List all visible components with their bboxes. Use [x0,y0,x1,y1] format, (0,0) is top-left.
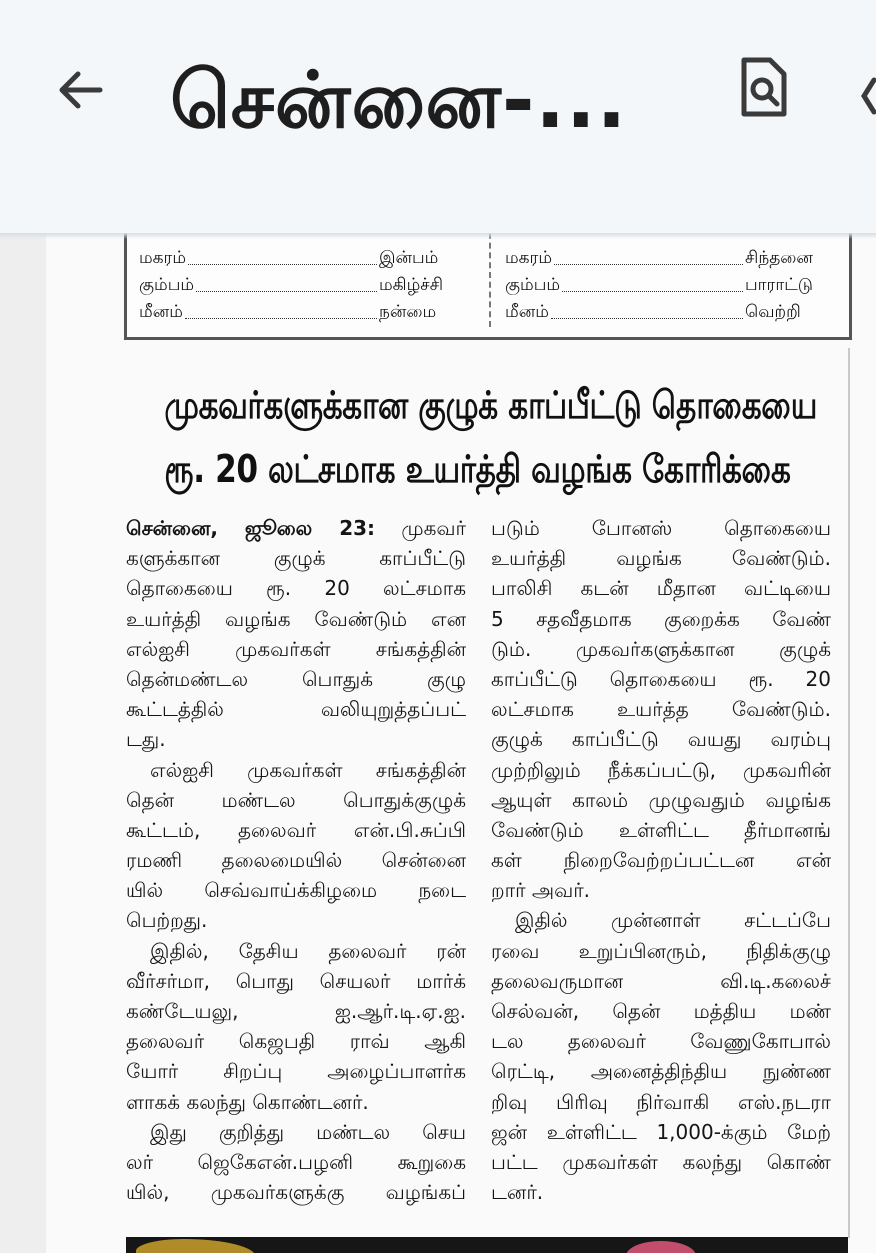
app-bar-shadow [0,233,876,239]
horoscope-box [124,223,852,340]
article-dateline: சென்னை, ஜூலை 23: [126,516,376,540]
article-line: ரமணி தலைமையில் சென்னை [126,848,466,873]
article-line: எல்ஐசி முகவர்கள் சங்கத்தின் [126,636,466,661]
article-line: ரெட்டி, அனைத்திந்திய நுண்ண [491,1059,831,1084]
article-line: டனர். [491,1180,544,1205]
more-icon[interactable] [860,76,876,116]
article-line: வேண்டும் உள்ளிட்ட தீர்மானங் [491,817,831,842]
headline-line-2: ரூ. 20 லட்சமாக உயர்த்தி வழங்க கோரிக்கை [164,447,791,491]
document-search-button[interactable] [734,52,794,122]
horoscope-sign: கும்பம் [505,275,561,295]
article-line: யில், முகவர்களுக்கு வழங்கப் [126,1180,466,1205]
horoscope-sign: மீனம் [505,302,549,322]
article-line: றார் அவர். [491,878,591,903]
newspaper-image [0,233,876,1253]
horoscope-value: பாராட்டு [745,275,813,295]
article-line: படும் போனஸ் தொகையை [491,516,831,540]
horoscope-row [139,270,459,297]
horoscope-row [505,270,825,297]
article-line: டல தலைவர் வேணுகோபால் [491,1029,831,1054]
article-line: சென்னை, ஜூலை 23: முகவர் [126,516,466,540]
article-line: தொகையை ரூ. 20 லட்சமாக [126,576,466,601]
horoscope-sign: மகரம் [139,248,187,268]
article-line: உயர்த்தி வழங்க வேண்டும். [491,546,831,571]
article-line: கூட்டம், தலைவர் என்.பி.சுப்பி [126,817,466,842]
article-line: யில் செவ்வாய்க்கிழமை நடை [126,878,466,903]
article-line: ரவை உறுப்பினரும், நிதிக்குழு [491,938,831,963]
column-rule [848,348,850,1238]
arrow-left-icon [56,68,104,112]
article-line: கள் நிறைவேற்றப்பட்டன என் [491,848,831,873]
article-line: இது குறித்து மண்டல செய [150,1119,466,1144]
horoscope-sign: மீனம் [139,302,183,322]
document-search-icon [739,56,789,118]
horoscope-sign: மகரம் [505,248,553,268]
article-line: லட்சமாக உயர்த்த வேண்டும். [491,697,831,722]
article-line: றிவு பிரிவு நிர்வாகி எஸ்.நடரா [491,1089,831,1114]
article-line: குழுக் காப்பீட்டு வயது வரம்பு [491,727,831,752]
horoscope-value: நன்மை [379,302,437,322]
page-title: சென்னை-... [170,56,628,146]
horoscope-sign: கும்பம் [139,275,195,295]
article-line: களுக்கான குழுக் காப்பீட்டு [126,546,466,571]
article-line: ஜன் உள்ளிட்ட 1,000-க்கும் மேற் [491,1119,831,1144]
horoscope-row [139,243,459,270]
article-line: தென்மண்டல பொதுக் குழு [126,666,466,691]
article-column-left [126,513,466,1207]
article-line: தலைவருமான வி.டி.கலைச் [491,968,831,993]
horoscope-value: இன்பம் [379,248,439,268]
horoscope-value: வெற்றி [745,302,801,322]
article-line: உயர்த்தி வழங்க வேண்டும் என [126,606,466,631]
article-line: காப்பீட்டு தொகையை ரூ. 20 [491,666,831,691]
article-headline [96,373,856,501]
article-line: முற்றிலும் நீக்கப்பட்டு, முகவரின் [491,757,831,782]
article-line: டது. [126,727,166,752]
horoscope-row [505,297,825,324]
article-line: டும். முகவர்களுக்கான குழுக் [491,636,831,661]
article-line: தென் மண்டல பொதுக்குழுக் [126,787,466,812]
article-line: லர் ஜெகேஎன்.பழனி கூறுகை [126,1149,466,1174]
horoscope-value: சிந்தனை [745,248,813,268]
article-line: ஆயுள் காலம் முழுவதும் வழங்க [491,787,831,812]
article-line: செல்வன், தென் மத்திய மண் [491,999,831,1023]
horoscope-value: மகிழ்ச்சி [379,275,444,295]
article-line: வீர்சர்மா, பொது செயலர் மார்க் [126,968,466,993]
article-column-right [491,513,831,1207]
article-line: 5 சதவீதமாக குறைக்க வேண் [491,606,831,631]
article-line: பெற்றது. [126,908,208,933]
horoscope-row [139,297,459,324]
article-line: பாலிசி கடன் மீதான வட்டியை [491,576,831,601]
article-line: கண்டேயலு, ஐ.ஆர்.டி.ஏ.ஐ. [126,999,466,1023]
bottom-photo [126,1237,848,1253]
back-button[interactable] [50,62,110,118]
app-bar [0,0,876,233]
horoscope-row [505,243,825,270]
article-line: தலைவர் கெஜபதி ராவ் ஆகி [126,1029,466,1054]
article-line: யோர் சிறப்பு அழைப்பாளர்க [126,1059,466,1084]
article-line: பட்ட முகவர்கள் கலந்து கொண் [491,1149,831,1174]
article-line: எல்ஐசி முகவர்கள் சங்கத்தின் [150,757,466,782]
article-line: ளாகக் கலந்து கொண்டனர். [126,1089,369,1114]
headline-line-1: முகவர்களுக்கான குழுக் காப்பீட்டு தொகையை [164,383,818,427]
article-line: கூட்டத்தில் வலியுறுத்தப்பட் [126,697,466,722]
article-line: இதில் முன்னாள் சட்டப்பே [515,908,831,933]
article-line: இதில், தேசிய தலைவர் ரன் [150,938,466,963]
